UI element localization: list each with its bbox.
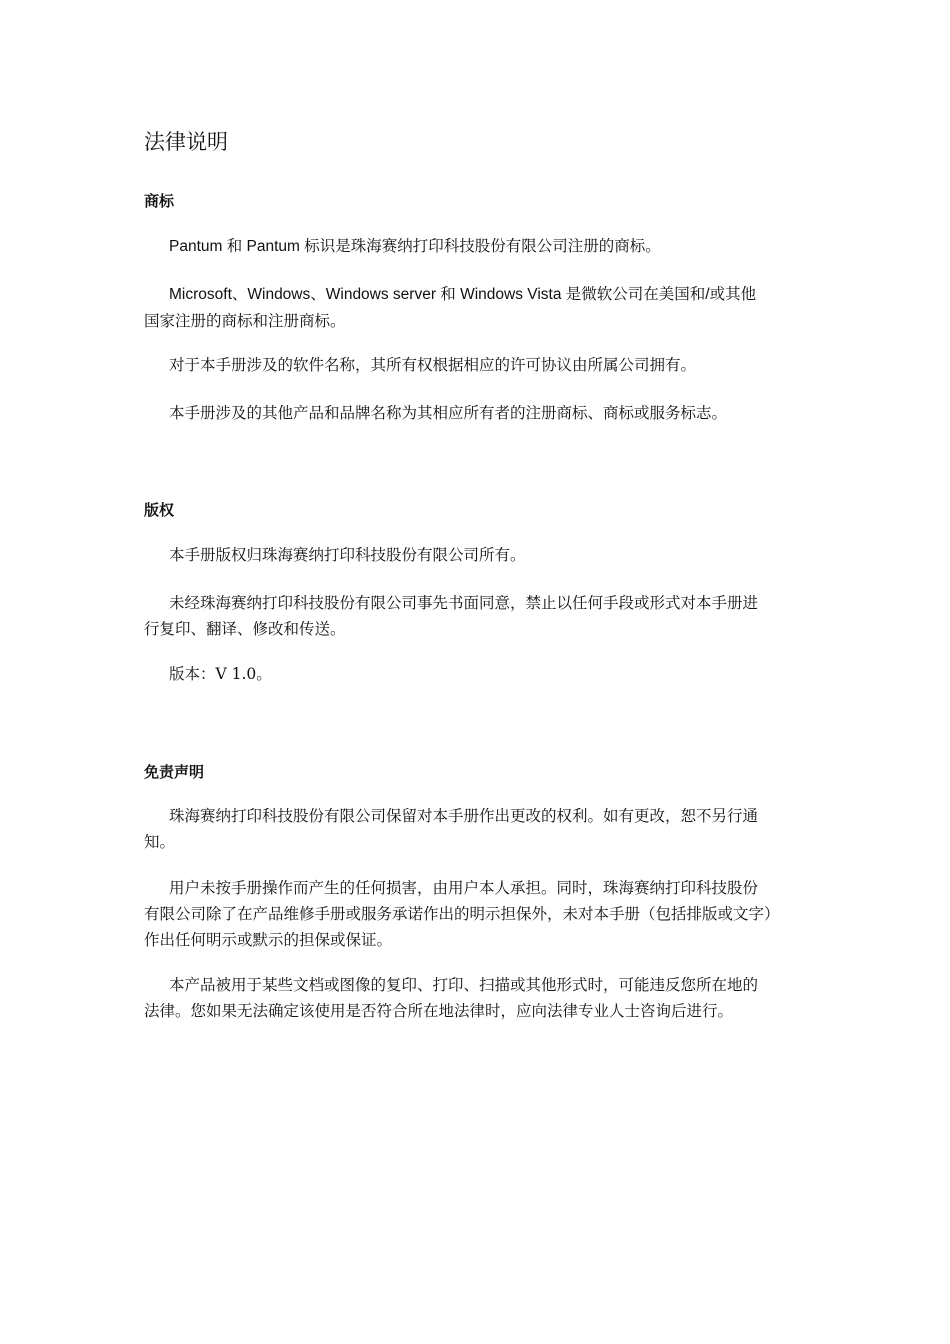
version-paragraph xyxy=(144,661,808,687)
trademark-paragraph-3 xyxy=(144,352,808,378)
paragraph-line: Pantum 和 Pantum 标识是珠海赛纳打印科技股份有限公司注册的商标。 xyxy=(169,238,661,255)
disclaimer-paragraph-1 xyxy=(144,803,808,855)
copyright-paragraph-1 xyxy=(144,542,808,568)
paragraph-line: Microsoft、Windows、Windows server 和 Windows Vista 是微软公司在美国和/或其他 xyxy=(169,286,757,303)
paragraph-line: 国家注册的商标和注册商标。 xyxy=(144,312,346,330)
page-title: 法律说明 xyxy=(144,130,228,154)
paragraph-line: 有限公司除了在产品维修手册或服务承诺作出的明示担保外，未对本手册（包括排版或文字） xyxy=(144,905,780,923)
paragraph-line: 行复印、翻译、修改和传送。 xyxy=(144,620,346,638)
disclaimer-paragraph-2 xyxy=(144,875,808,953)
paragraph-line: 珠海赛纳打印科技股份有限公司保留对本手册作出更改的权利。如有更改，恕不另行通 xyxy=(169,807,759,825)
trademark-paragraph-4 xyxy=(144,400,808,426)
disclaimer-paragraph-3 xyxy=(144,972,808,1024)
paragraph-line: 用户未按手册操作而产生的任何损害，由用户本人承担。同时，珠海赛纳打印科技股份 xyxy=(169,879,759,897)
paragraph-line: 知。 xyxy=(144,833,176,851)
section-heading-copyright: 版权 xyxy=(144,501,175,519)
paragraph-line: 未经珠海赛纳打印科技股份有限公司事先书面同意，禁止以任何手段或形式对本手册进 xyxy=(169,594,759,612)
paragraph-line: 对于本手册涉及的软件名称，其所有权根据相应的许可协议由所属公司拥有。 xyxy=(169,356,697,374)
version-text: 版本：V 1.0。 xyxy=(169,665,272,683)
section-heading-trademark: 商标 xyxy=(144,192,175,210)
copyright-paragraph-2 xyxy=(144,590,808,642)
paragraph-line: 本手册涉及的其他产品和品牌名称为其相应所有者的注册商标、商标或服务标志。 xyxy=(169,404,728,422)
paragraph-line: 法律。您如果无法确定该使用是否符合所在地法律时，应向法律专业人士咨询后进行。 xyxy=(144,1002,734,1020)
paragraph-line: 本产品被用于某些文档或图像的复印、打印、扫描或其他形式时，可能违反您所在地的 xyxy=(169,976,759,994)
paragraph-line: 本手册版权归珠海赛纳打印科技股份有限公司所有。 xyxy=(169,546,526,564)
trademark-paragraph-2 xyxy=(144,282,808,334)
paragraph-line: 作出任何明示或默示的担保或保证。 xyxy=(144,931,393,949)
trademark-paragraph-1 xyxy=(144,234,808,260)
section-heading-disclaimer: 免责声明 xyxy=(144,763,205,781)
